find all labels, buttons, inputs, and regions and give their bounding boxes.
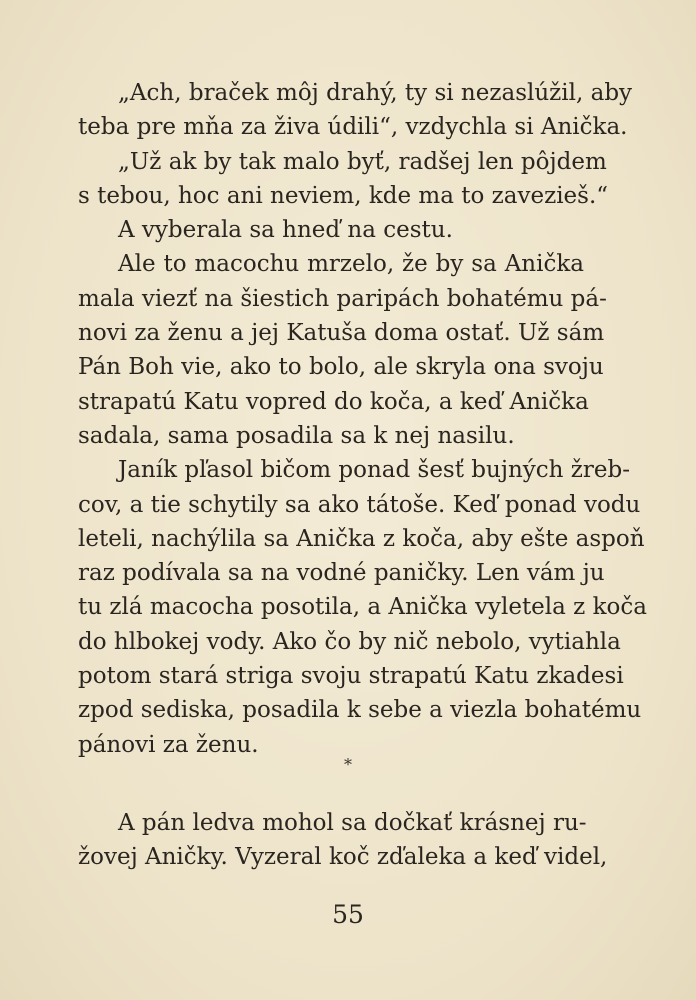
page-number: 55 — [332, 900, 364, 929]
text-line: A pán ledva mohol sa dočkať krásnej ru- — [118, 810, 587, 836]
text-line: sadala, sama posadila sa k nej nasilu. — [78, 422, 515, 449]
text-line: pánovi za ženu. — [78, 731, 259, 758]
text-line: zpod sediska, posadila k sebe a viezla bohatému — [78, 697, 642, 724]
text-line: „Ach, braček môj drahý, ty si nezaslúžil, aby — [118, 80, 633, 106]
body-text-continuation — [78, 806, 608, 875]
text-line: tu zlá macocha posotila, a Anička vyletela z koča — [78, 594, 647, 621]
text-line: leteli, nachýlila sa Anička z koča, aby ešte aspoň — [78, 525, 645, 552]
text-line: potom stará striga svoju strapatú Katu zkadesi — [78, 663, 624, 690]
body-text — [78, 76, 647, 762]
text-line: Pán Boh vie, ako to bolo, ale skryla ona svoju — [78, 354, 604, 381]
text-line: novi za ženu a jej Katuša doma ostať. Už sám — [78, 320, 605, 347]
text-line: „Už ak by tak malo byť, radšej len pôjdem — [118, 148, 607, 175]
section-separator: * — [344, 755, 352, 774]
text-line: strapatú Katu vopred do koča, a keď Anička — [78, 388, 589, 415]
text-line: teba pre mňa za živa údili“, vzdychla si Anička. — [78, 114, 628, 141]
text-line: mala viezť na šiestich paripách bohatému pá- — [78, 285, 607, 312]
text-line: cov, a tie schytily sa ako tátoše. Keď ponad vodu — [78, 491, 641, 518]
text-line: Ale to macochu mrzelo, že by sa Anička — [118, 251, 584, 278]
text-line: s tebou, hoc ani neviem, kde ma to zavezieš.“ — [78, 182, 609, 209]
text-line: žovej Aničky. Vyzeral koč zďaleka a keď videl, — [78, 844, 608, 871]
text-line: A vyberala sa hneď na cestu. — [118, 217, 453, 244]
text-line: Janík pľasol bičom ponad šesť bujných žreb- — [118, 457, 630, 484]
text-line: do hlbokej vody. Ako čo by nič nebolo, vytiahla — [78, 628, 621, 655]
text-line: raz podívala sa na vodné paničky. Len vám ju — [78, 560, 605, 587]
